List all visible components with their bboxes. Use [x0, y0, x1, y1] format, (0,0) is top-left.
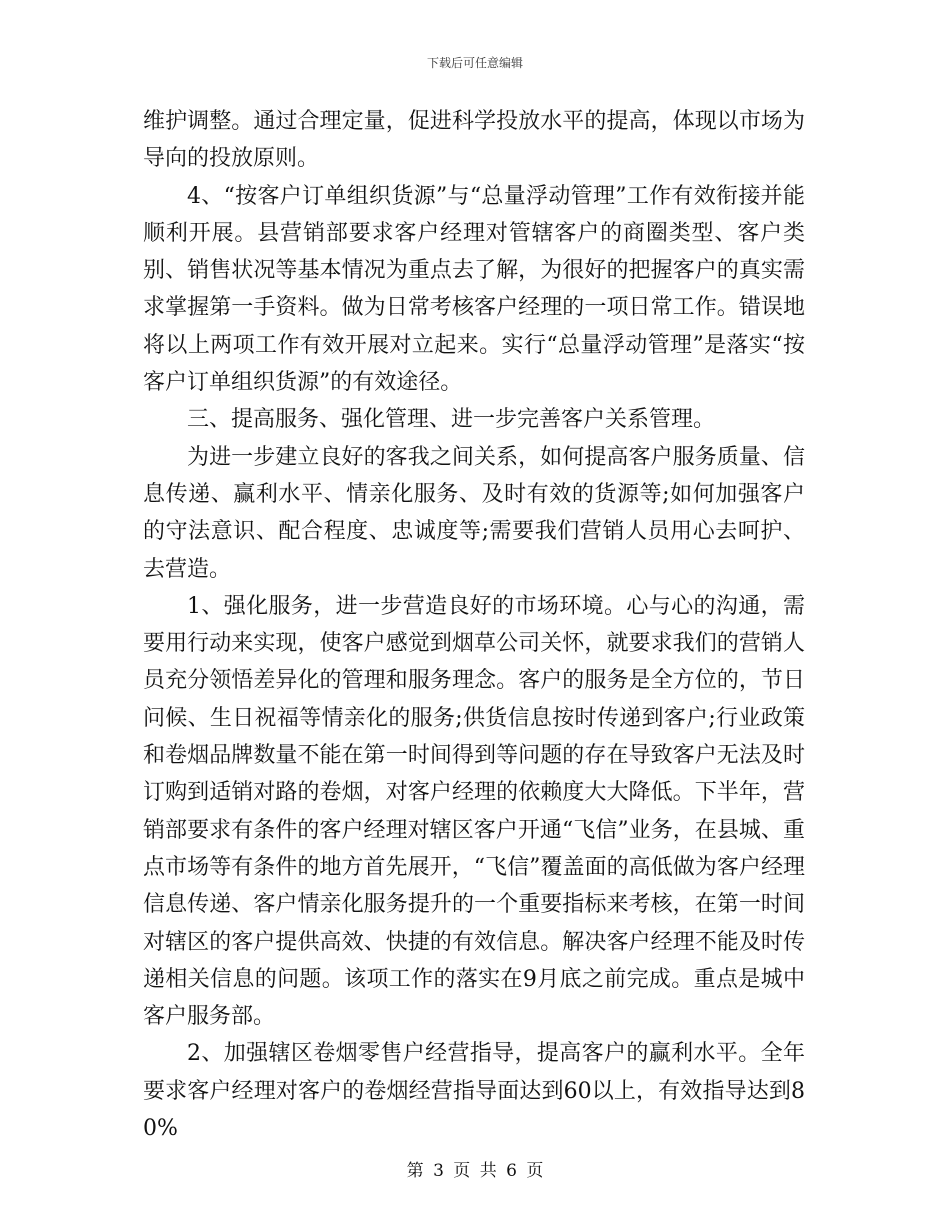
paragraph: 维护调整。通过合理定量，促进科学投放水平的提高，体现以市场为导向的投放原则。	[143, 109, 805, 172]
paragraph: 2、加强辖区卷烟零售户经营指导，提高客户的赢利水平。全年要求客户经理对客户的卷烟经营指导面达到60以上，有效指导达到80%	[143, 1041, 805, 1142]
paragraph: 4、“按客户订单组织货源”与“总量浮动管理”工作有效衔接并能顺利开展。县营销部要求客户经理对管辖客户的商圈类型、客户类别、销售状况等基本情况为重点去了解，为很好的把握客户的真实需求掌握第一手资料。做为日常考核客户经理的一项日常工作。错误地将以上两项工作有效开展对立起来。实行“总量浮动管理”是落实“按客户订单组织货源”的有效途径。	[143, 183, 805, 396]
page-footer: 第 3 页 共 6 页	[406, 1161, 544, 1181]
paragraph: 为进一步建立良好的客我之间关系，如何提高客户服务质量、信息传递、赢利水平、情亲化服务、及时有效的货源等;如何加强客户的守法意识、配合程度、忠诚度等;需要我们营销人员用心去呵护、去营造。	[143, 444, 805, 582]
document-body	[143, 103, 805, 1147]
section-heading: 三、提高服务、强化管理、进一步完善客户关系管理。	[187, 407, 716, 433]
page-header: 下载后可任意编辑	[426, 56, 523, 70]
paragraph: 1、强化服务，进一步营造良好的市场环境。心与心的沟通，需要用行动来实现，使客户感觉到烟草公司关怀，就要求我们的营销人员充分领悟差异化的管理和服务理念。客户的服务是全方位的，节日问候、生日祝福等情亲化的服务;供货信息按时传递到客户;行业政策和卷烟品牌数量不能在第一时间得到等问题的存在导致客户无法及时订购到适销对路的卷烟，对客户经理的依赖度大大降低。下半年，营销部要求有条件的客户经理对辖区客户开通“飞信”业务，在县城、重点市场等有条件的地方首先展开，“飞信”覆盖面的高低做为客户经理信息传递、客户情亲化服务提升的一个重要指标来考核，在第一时间对辖区的客户提供高效、快捷的有效信息。解决客户经理不能及时传递相关信息的问题。该项工作的落实在9月底之前完成。重点是城中客户服务部。	[143, 593, 805, 1030]
